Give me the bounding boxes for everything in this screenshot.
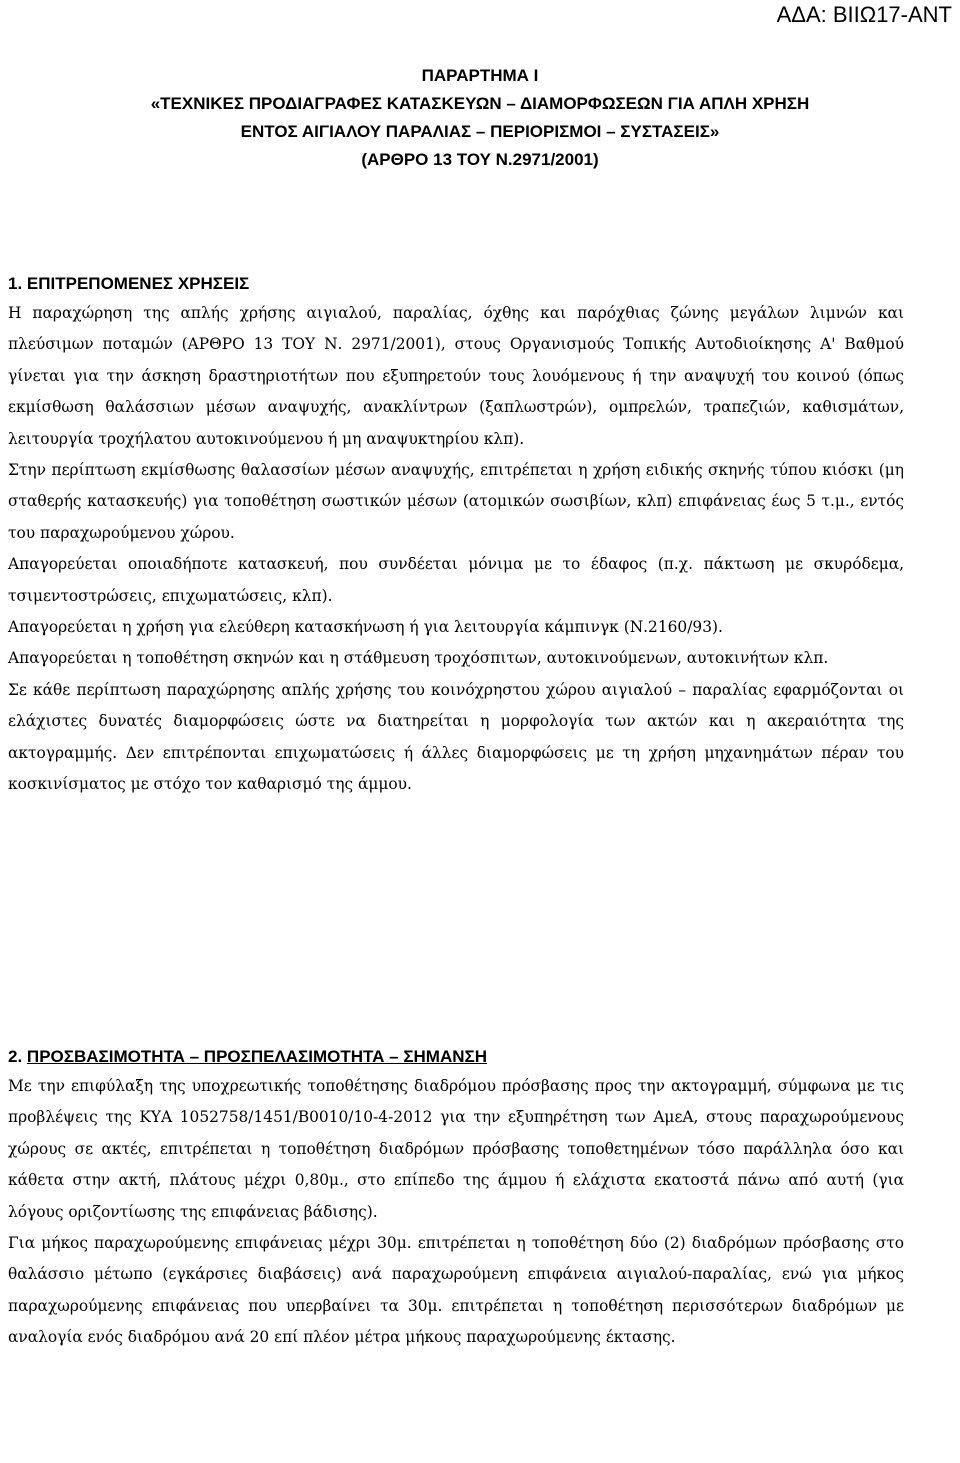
- section-2-number: 2.: [8, 1047, 23, 1066]
- ada-code: ΑΔΑ: ΒΙΙΩ17-ΑΝΤ: [776, 2, 952, 27]
- section-2-title: ΠΡΟΣΒΑΣΙΜΟΤΗΤΑ – ΠΡΟΣΠΕΛΑΣΙΜΟΤΗΤΑ – ΣΗΜΑΝΣΗ: [26, 1047, 488, 1066]
- paragraph: Απαγορεύεται η χρήση για ελεύθερη κατασκήνωση ή για λειτουργία κάμπινγκ (Ν.2160/93).: [8, 618, 723, 637]
- paragraph: Με την επιφύλαξη της υποχρεωτικής τοποθέτησης διαδρόμου πρόσβασης προς την ακτογραμμή, σύμφωνα με τις προβλέψεις της ΚΥΑ 1052758/1451/Β0010/10-4-2012 για την εξυπηρέτηση των ΑμεΑ, στους παραχωρούμενους χώρους σε ακτές, επιτρέπεται η τοποθέτηση διαδρόμων πρόσβασης τοποθετημένων τόσο παράλληλα όσο και κάθετα στην ακτή, πλάτους μέχρι 0,80μ., στο επίπεδο της άμμου ή ελάχιστα εκατοστά πάνω από αυτή (για λόγους οριζοντίωσης της επιφάνειας βάδισης).: [8, 1077, 904, 1221]
- paragraph: Απαγορεύεται οποιαδήποτε κατασκευή, που συνδέεται μόνιμα με το έδαφος (π.χ. πάκτωση με σκυρόδεμα, τσιμεντοστρώσεις, επιχωματώσεις, κλπ).: [8, 555, 904, 605]
- paragraph: Για μήκος παραχωρούμενης επιφάνειας μέχρι 30μ. επιτρέπεται η τοποθέτηση δύο (2) διαδρόμων πρόσβασης στο θαλάσσιο μέτωπο (εγκάρσιες διαβάσεις) ανά παραχωρούμενη επιφάνεια αιγιαλού-παραλίας, ενώ για μήκος παραχωρούμενης επιφάνειας που υπερβαίνει τα 30μ. επιτρέπεται η τοποθέτηση περισσότερων διαδρόμων με αναλογία ενός διαδρόμου ανά 20 επί πλέον μέτρα μήκους παραχωρούμενης έκτασης.: [8, 1234, 904, 1347]
- paragraph: Απαγορεύεται η τοποθέτηση σκηνών και η στάθμευση τροχόσπιτων, αυτοκινούμενων, αυτοκινήτων κλπ.: [8, 649, 829, 668]
- section-accessibility: [8, 1043, 904, 1354]
- paragraph: Στην περίπτωση εκμίσθωσης θαλασσίων μέσων αναψυχής, επιτρέπεται η χρήση ειδικής σκηνής τύπου κιόσκι (μη σταθερής κατασκευής) για τοποθέτηση σωστικών μέσων (ατομικών σωσιβίων, κλπ) επιφάνειας έως 5 τ.μ., εντός του παραχωρούμενου χώρου.: [8, 461, 904, 542]
- section-1-heading: 1. ΕΠΙΤΡΕΠΟΜΕΝΕΣ ΧΡΗΣΕΙΣ: [8, 274, 250, 293]
- annex-subtitle-line-3: (ΑΡΘΡΟ 13 ΤΟΥ Ν.2971/2001): [361, 150, 599, 169]
- annex-subtitle-line-2: ΕΝΤΟΣ ΑΙΓΙΑΛΟΥ ΠΑΡΑΛΙΑΣ – ΠΕΡΙΟΡΙΣΜΟΙ – ΣΥΣΤΑΣΕΙΣ»: [240, 122, 720, 141]
- annex-subtitle-line-1: «ΤΕΧΝΙΚΕΣ ΠΡΟΔΙΑΓΡΑΦΕΣ ΚΑΤΑΣΚΕΥΩΝ – ΔΙΑΜΟΡΦΩΣΕΩΝ ΓΙΑ ΑΠΛΗ ΧΡΗΣΗ: [150, 94, 810, 113]
- annex-title: ΠΑΡΑΡΤΗΜΑ Ι: [421, 66, 539, 85]
- paragraph: Η παραχώρηση της απλής χρήσης αιγιαλού, παραλίας, όχθης και παρόχθιας ζώνης μεγάλων λιμνών και πλεύσιμων ποταμών (ΑΡΘΡΟ 13 ΤΟΥ Ν. 2971/2001), στους Οργανισμούς Τοπικής Αυτοδιοίκησης Α' Βαθμού γίνεται για την άσκηση δραστηριοτήτων που εξυπηρετούν τους λουόμενους ή την αναψυχή του κοινού (όπως εκμίσθωση θαλάσσιων μέσων αναψυχής, ανακλίντρων (ξαπλωστρών), ομπρελών, τραπεζιών, καθισμάτων, λειτουργία τροχήλατου αυτοκινούμενου ή μη αναψυκτηρίου κλπ).: [8, 304, 904, 448]
- paragraph: Σε κάθε περίπτωση παραχώρησης απλής χρήσης του κοινόχρηστου χώρου αιγιαλού – παραλίας εφαρμόζονται οι ελάχιστες δυνατές διαμορφώσεις ώστε να διατηρείται η μορφολογία των ακτών και η ακεραιότητα της ακτογραμμής. Δεν επιτρέπονται επιχωματώσεις ή άλλες διαμορφώσεις με τη χρήση μηχανημάτων πέραν του κοσκινίσματος με στόχο τον καθαρισμό της άμμου.: [8, 680, 904, 794]
- document-header: [0, 62, 960, 174]
- section-2-heading: [8, 1043, 904, 1071]
- section-permitted-uses: [8, 270, 904, 801]
